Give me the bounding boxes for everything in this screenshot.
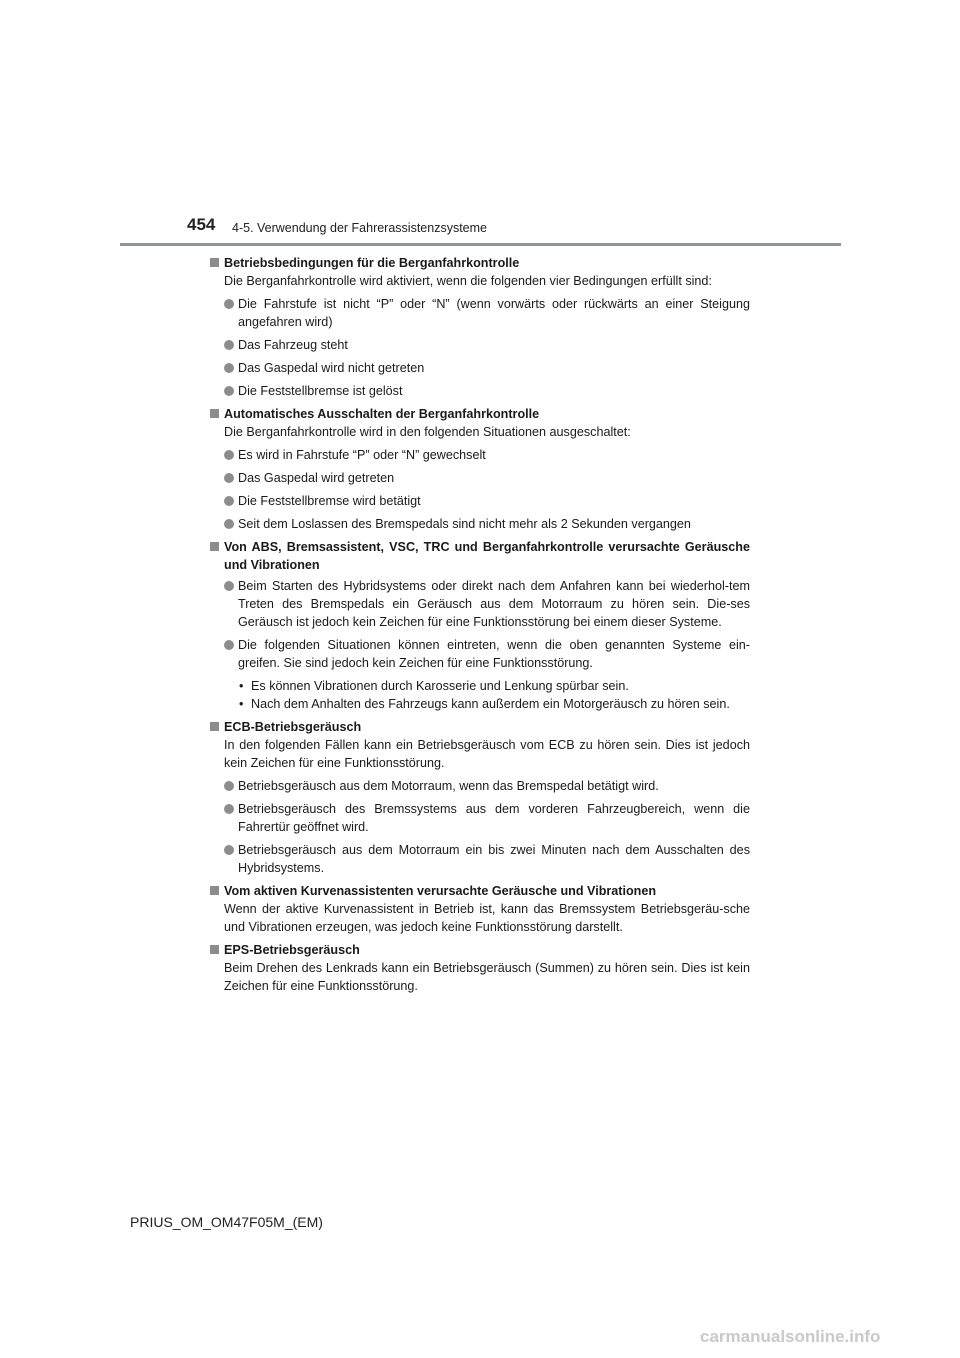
sub-list-item: • Nach dem Anhalten des Fahrzeugs kann außerdem ein Motorgeräusch zu hören sein. bbox=[239, 697, 730, 711]
document-id: PRIUS_OM_OM47F05M_(EM) bbox=[130, 1214, 323, 1230]
section-heading: EPS-Betriebsgeräusch bbox=[210, 941, 750, 959]
square-bullet-icon bbox=[210, 409, 219, 418]
circle-bullet-icon bbox=[224, 386, 234, 396]
section-intro: Beim Drehen des Lenkrads kann ein Betriebsgeräusch (Summen) zu hören sein. Dies ist kein Zeichen für eine Funktionsstörung. bbox=[224, 961, 750, 993]
square-bullet-icon bbox=[210, 886, 219, 895]
circle-bullet-icon bbox=[224, 496, 234, 506]
page-content bbox=[210, 254, 750, 1000]
list-item: Die folgenden Situationen können eintreten, wenn die oben genannten Systeme ein-greifen. Sie sind jedoch kein Zeichen für eine Funktionsstörung. bbox=[210, 636, 750, 672]
square-bullet-icon bbox=[210, 542, 219, 551]
section-intro: Wenn der aktive Kurvenassistent in Betrieb ist, kann das Bremssystem Betriebsgeräu-sche und Vibrationen erzeugen, was jedoch keine Funktionsstörung darstellt. bbox=[224, 902, 750, 934]
list-item: Die Fahrstufe ist nicht “P” oder “N” (wenn vorwärts oder rückwärts an einer Steigung angefahren wird) bbox=[210, 295, 750, 331]
circle-bullet-icon bbox=[224, 363, 234, 373]
section-title: 4-5. Verwendung der Fahrerassistenzsysteme bbox=[232, 221, 487, 235]
circle-bullet-icon bbox=[224, 804, 234, 814]
list-item: Beim Starten des Hybridsystems oder direkt nach dem Anfahren kann bei wiederhol-tem Treten des Bremspedals ein Geräusch aus dem Motorraum zu hören sein. Die-ses Geräusch ist jedoch kein Zeichen für eine Funktionsstörung bei einem dieser Systeme. bbox=[210, 577, 750, 631]
section-abs-noise bbox=[210, 538, 750, 713]
section-intro: Die Berganfahrkontrolle wird in den folgenden Situationen ausgeschaltet: bbox=[224, 425, 631, 439]
list-item: Die Feststellbremse ist gelöst bbox=[210, 382, 750, 400]
circle-bullet-icon bbox=[224, 845, 234, 855]
circle-bullet-icon bbox=[224, 519, 234, 529]
section-heading: Automatisches Ausschalten der Berganfahrkontrolle bbox=[210, 405, 750, 423]
list-item: Die Feststellbremse wird betätigt bbox=[210, 492, 750, 510]
page-number: 454 bbox=[187, 215, 216, 234]
list-item: Betriebsgeräusch des Bremssystems aus dem vorderen Fahrzeugbereich, wenn die Fahrertür geöffnet wird. bbox=[210, 800, 750, 836]
circle-bullet-icon bbox=[224, 450, 234, 460]
section-heading: Betriebsbedingungen für die Berganfahrkontrolle bbox=[210, 254, 750, 272]
watermark: carmanualsonline.info bbox=[700, 1327, 881, 1346]
dot-marker-icon: • bbox=[239, 697, 244, 711]
circle-bullet-icon bbox=[224, 473, 234, 483]
square-bullet-icon bbox=[210, 722, 219, 731]
section-ecb-noise bbox=[210, 718, 750, 877]
section-intro: In den folgenden Fällen kann ein Betriebsgeräusch vom ECB zu hören sein. Dies ist jedoch kein Zeichen für eine Funktionsstörung. bbox=[224, 738, 750, 770]
section-eps-noise bbox=[210, 941, 750, 995]
header-divider bbox=[120, 243, 841, 246]
circle-bullet-icon bbox=[224, 340, 234, 350]
square-bullet-icon bbox=[210, 945, 219, 954]
section-hill-start-conditions bbox=[210, 254, 750, 400]
section-hill-start-auto-off bbox=[210, 405, 750, 533]
section-intro: Die Berganfahrkontrolle wird aktiviert, wenn die folgenden vier Bedingungen erfüllt sind: bbox=[224, 274, 712, 288]
section-heading: Von ABS, Bremsassistent, VSC, TRC und Berganfahrkontrolle verursachte Geräusche und Vibrationen bbox=[210, 538, 750, 574]
list-item: Es wird in Fahrstufe “P” oder “N” gewechselt bbox=[210, 446, 750, 464]
list-item: Betriebsgeräusch aus dem Motorraum, wenn das Bremspedal betätigt wird. bbox=[210, 777, 750, 795]
list-item: Betriebsgeräusch aus dem Motorraum ein bis zwei Minuten nach dem Ausschalten des Hybridsystems. bbox=[210, 841, 750, 877]
sub-list-item: • Es können Vibrationen durch Karosserie und Lenkung spürbar sein. bbox=[239, 679, 629, 693]
square-bullet-icon bbox=[210, 258, 219, 267]
sub-list bbox=[210, 677, 750, 713]
section-heading: ECB-Betriebsgeräusch bbox=[210, 718, 750, 736]
circle-bullet-icon bbox=[224, 640, 234, 650]
circle-bullet-icon bbox=[224, 299, 234, 309]
section-heading: Vom aktiven Kurvenassistenten verursachte Geräusche und Vibrationen bbox=[210, 882, 750, 900]
list-item: Das Gaspedal wird getreten bbox=[210, 469, 750, 487]
list-item: Seit dem Loslassen des Bremspedals sind nicht mehr als 2 Sekunden vergangen bbox=[210, 515, 750, 533]
list-item: Das Fahrzeug steht bbox=[210, 336, 750, 354]
circle-bullet-icon bbox=[224, 781, 234, 791]
circle-bullet-icon bbox=[224, 581, 234, 591]
list-item: Das Gaspedal wird nicht getreten bbox=[210, 359, 750, 377]
section-cornering-assist-noise bbox=[210, 882, 750, 936]
dot-marker-icon: • bbox=[239, 679, 244, 693]
